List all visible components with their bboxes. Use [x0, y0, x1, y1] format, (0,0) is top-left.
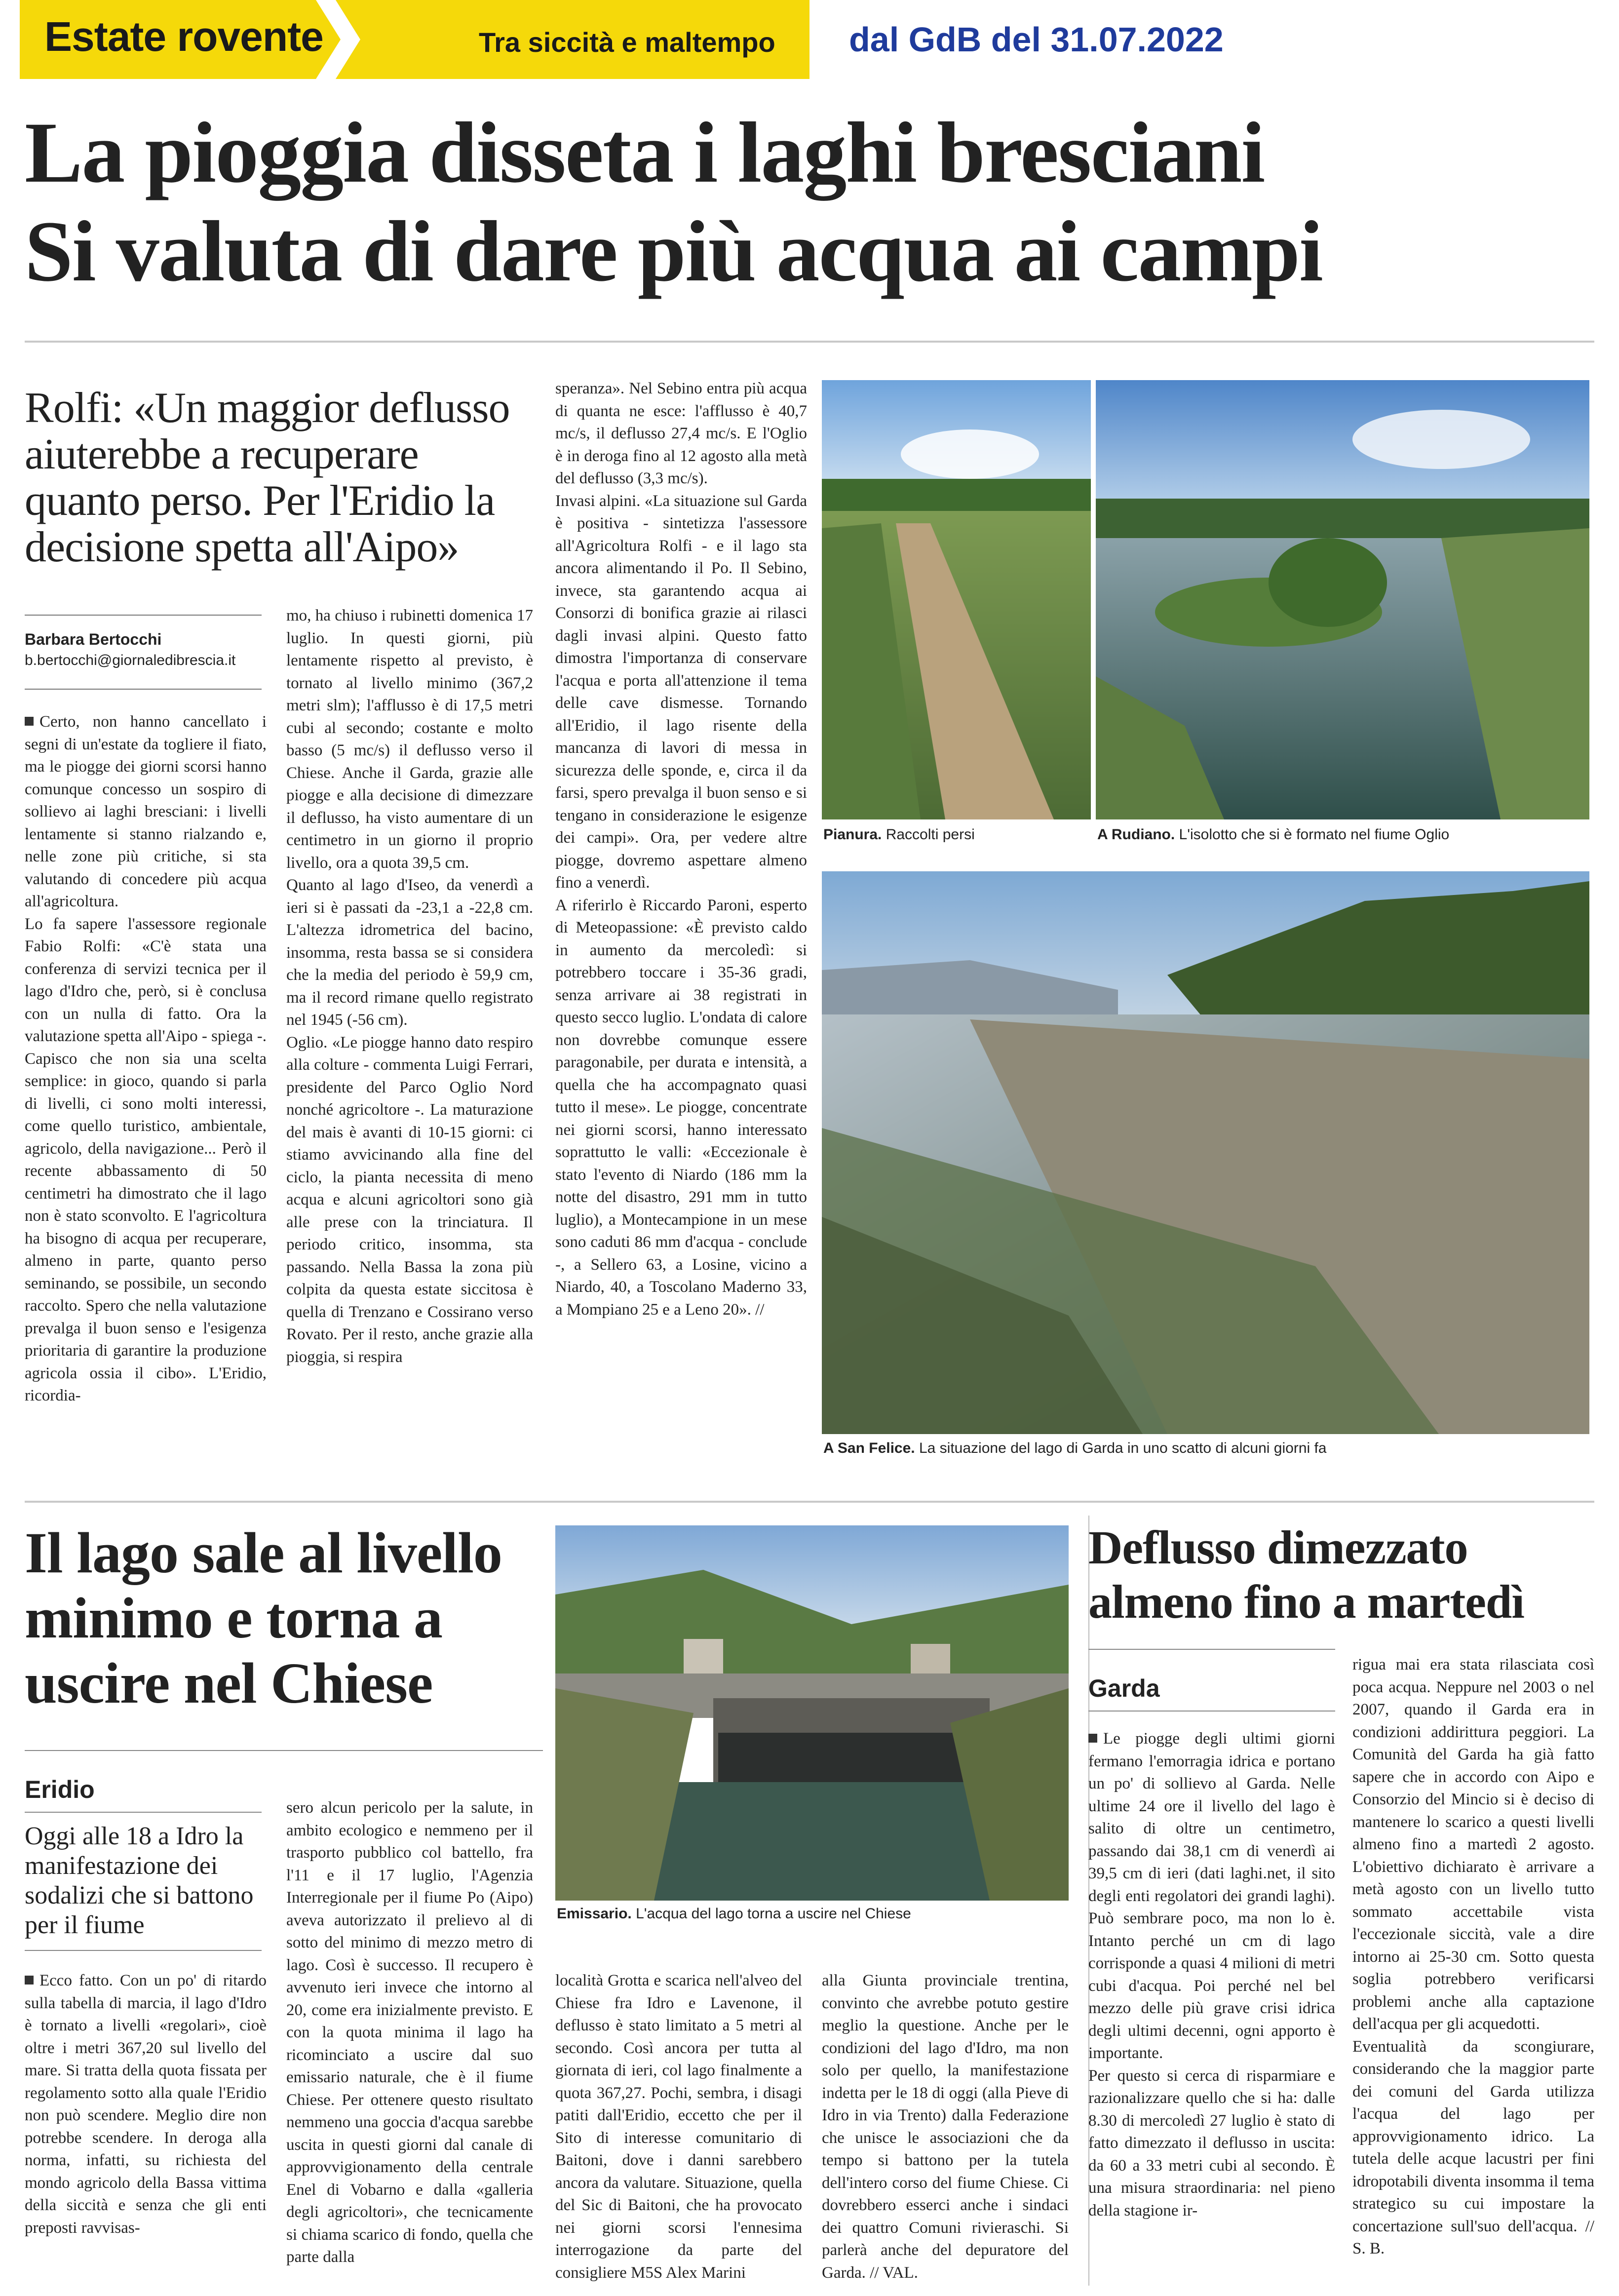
bullet-square-icon — [25, 1976, 34, 1985]
idro-kicker: Eridio — [25, 1776, 95, 1803]
caption-emissario: Emissario. L'acqua del lago torna a uscire nel Chiese — [557, 1906, 911, 1922]
main-headline — [25, 104, 1604, 301]
photo-san-felice — [822, 871, 1589, 1434]
author-name: Barbara Bertocchi — [25, 630, 162, 648]
idro-deck-rule-bottom — [25, 1950, 262, 1951]
idro-column-1: Ecco fatto. Con un po' di ritardo sulla tabella di marcia, il lago d'Idro è tornato a livelli «regolari», cioè oltre i metri 367,20 sul livello del mare. Si tratta della quota fissata per regolamento sotto alla quale l'Eridio non può scendere. Meglio dire non potrebbe scendere. In deroga alla norma, infatti, su richiesta del mondo agricolo della Bassa vittima della siccità e senza che gli enti preposti ravvisas- — [25, 1972, 267, 2237]
author-email: b.bertocchi@giornaledibrescia.it — [25, 652, 236, 668]
headline-rule — [25, 341, 1594, 343]
idro-column-4: alla Giunta provinciale trentina, convinto che avrebbe potuto gestire meglio la questione. Anche per le condizioni del lago d'Idro, ma non solo per quello, la manifestazione indetta per le 18 di oggi (alla Pieve di Idro in via Trento) dalla Federazione che unisce le associazioni che da tempo si battono per la tutela dell'intero corso del fiume Chiese. Ci dovrebbero esserci anche i sindaci dei quattro Comuni rivieraschi. Si parlerà anche del depuratore del Garda. // VAL. — [822, 1972, 1069, 2282]
subsection-tag: Tra siccità e maltempo — [479, 27, 775, 58]
headline-line-2: Si valuta di dare più acqua ai campi — [25, 203, 1322, 300]
byline-rule — [25, 615, 262, 616]
photo-pianura — [822, 380, 1091, 819]
bullet-square-icon — [1088, 1734, 1097, 1743]
garda-kicker-rule — [1088, 1649, 1335, 1650]
caption-pianura: Pianura. Raccolti persi — [823, 826, 975, 843]
article-subhead: Rolfi: «Un maggior deflusso aiuterebbe a recuperare quanto perso. Per l'Eridio la decisione spetta all'Aipo» — [25, 384, 510, 571]
caption-san-felice: A San Felice. La situazione del lago di Garda in uno scatto di alcuni giorni fa — [823, 1440, 1327, 1456]
garda-column-1: Le piogge degli ultimi giorni fermano l'emorragia idrica e portano un po' di sollievo al Garda. Nelle ultime 24 ore il livello del lago è salito di oltre un centimetro, passando dai 38,1 cm di venerdì ai 39,5 cm di ieri (dati laghi.net, il sito degli enti regolatori dei grandi laghi). Può sembrare poco, ma non lo è. Intanto perché un cm di lago corrisponde a quasi 4 milioni di metri cubi d'acqua. Poi perché nel bel mezzo delle più grave crisi idrica degli ultimi decenni, ogni apporto è importante. Per questo si cerca di risparmiare e razionalizzare quello che si ha: dalle 8.30 di mercoledì 27 luglio è stato di fatto dimezzato il deflusso in uscita: da 60 a 33 metri cubi al secondo. È una misura straordinaria: nel pieno della stagione ir- — [1088, 1730, 1335, 2219]
garda-headline: Deflusso dimezzato almeno fino a martedì — [1088, 1521, 1524, 1628]
garda-kicker-rule-bottom — [1088, 1711, 1335, 1712]
main-column-3: speranza». Nel Sebino entra più acqua di quanta ne esce: l'afflusso è 40,7 mc/s, il deflusso 27,4 mc/s. E l'Oglio è in deroga fino al 12 agosto alla metà del deflusso (3,3 mc/s). Invasi alpini. «La situazione sul Garda è positiva - sintetizza l'assessore all'Agricoltura Rolfi - e il lago sta ancora alimentando il Po. Il Sebino, invece, sta garantendo acqua ai Consorzi di bonifica grazie ai rilasci dagli invasi alpini. Questo fatto dimostra l'importanza di conservare l'acqua e porta all'attenzione il tema delle cave dismesse. Tornando all'Eridio, il lago risente della mancanza di lavori di messa in sicurezza delle sponde, e, circa il da farsi, spero prevalga il buon senso e si tengano in considerazione le esigenze dei campi». Ora, per vedere altre piogge, dovremo aspettare almeno fino a venerdì. A riferirlo è Riccardo Paroni, esperto di Meteopassione: «È previsto caldo in aumento da mercoledì: si potrebbero toccare i 35-36 gradi, senza arrivare ai 38 registrati in questo secco luglio. L'ondata di calore non dovrebbe comunque essere paragonabile, per durata e intensità, a quella che ha accompagnato quasi tutto il mese». Le piogge, concentrate nei giorni scorsi, hanno interessato soprattutto le valli: «Eccezionale è stato l'evento di Niardo (186 mm la notte del disastro, 291 mm in tutto luglio), a Montecampione in un mese sono caduti 86 mm d'acqua - conclude -, a Sellero 63, a Losine, vicino a Niardo, 40, a Toscolano Maderno 33, a Mompiano 25 e a Leno 20». // — [555, 380, 807, 1319]
idro-deck-rule — [25, 1812, 262, 1813]
photo-emissario — [555, 1525, 1069, 1901]
headline-line-1: La pioggia disseta i laghi bresciani — [25, 105, 1265, 201]
byline-rule-bottom — [25, 689, 262, 690]
bullet-square-icon — [25, 717, 34, 726]
idro-deck: Oggi alle 18 a Idro la manifestazione dei sodalizi che si battono per il fiume — [25, 1822, 254, 1939]
section-divider — [25, 1501, 1594, 1503]
source-note: dal GdB del 31.07.2022 — [849, 20, 1224, 59]
caption-rudiano: A Rudiano. L'isolotto che si è formato nel fiume Oglio — [1097, 826, 1450, 843]
idro-headline: Il lago sale al livello minimo e torna a uscire nel Chiese — [25, 1520, 502, 1715]
main-column-1: Certo, non hanno cancellato i segni di un'estate da togliere il fiato, ma le piogge dei giorni scorsi hanno comunque concesso un sospiro di sollievo ai laghi bresciani: i livelli lentamente si stanno rialzando e, nelle zone più critiche, si sta valutando di concedere più acqua all'agricoltura. Lo fa sapere l'assessore regionale Fabio Rolfi: «C'è stata una conferenza di servizi tecnica per il lago d'Idro che, però, si è conclusa con un nulla di fatto. Ora la valutazione spetta all'Aipo - spiega -. Capisco che non sia una scelta semplice: in gioco, quando si parla di livelli, ci sono molti interessi, come quello turistico, ambientale, agricolo, della navigazione... Però il recente abbassamento di 50 centimetri ha dimostrato che il lago non è stato sconvolto. E l'agricoltura ha bisogno di acqua per recuperare, almeno in parte, quanto perso seminando, se possibile, un secondo raccolto. Spero che nella valutazione prevalga il buon senso e l'esigenza prioritaria di garantire la produzione agricola ossia il cibo». L'Eridio, ricordia- — [25, 713, 267, 1404]
idro-column-2: sero alcun pericolo per la salute, in ambito ecologico e nemmeno per il trasporto pubblico col battello, fra l'11 e il 17 luglio, l'Agenzia Interregionale per il fiume Po (Aipo) aveva autorizzato il prelievo al di sotto del minimo di mezzo metro di lago. Così è successo. Il recupero è avvenuto ieri invece che intorno al 20, come era inizialmente previsto. E con la quota minima il lago ha ricominciato a uscire dal suo emissario naturale, che è il fiume Chiese. Per ottenere questo risultato nemmeno una goccia d'acqua sarebbe uscita in questi giorni dal canale di approvvigionamento della centrale Enel di Vobarno e dalla «galleria degli agricoltori», che tecnicamente si chiama scarico di fondo, quella che parte dalla — [286, 1799, 533, 2266]
idro-column-3: località Grotta e scarica nell'alveo del Chiese fra Idro e Lavenone, il deflusso è stato limitato a 5 metri al secondo. Così ancora per tutta al giornata di ieri, col lago finalmente a quota 367,27. Pochi, sembra, i disagi patiti dall'Eridio, eccetto che per il Sito di interesse comunitario di Baitoni, dove i danni sarebbero ancora da valutare. Situazione, quella del Sic di Baitoni, che ha provocato nei giorni scorsi l'ennesima interrogazione da parte del consigliere M5S Alex Marini — [555, 1972, 802, 2282]
idro-kicker-rule — [25, 1750, 543, 1751]
garda-column-2: rigua mai era stata rilasciata così poca acqua. Neppure nel 2003 o nel 2007, quando il Garda era in condizioni addirittura peggiori. La Comunità del Garda ha già fatto sapere che in accordo con Aipo e Consorzio del Mincio si è deciso di mantenere lo scarico a questi livelli almeno fino a martedì 2 agosto. L'obiettivo dichiarato è arrivare a metà agosto con un livello tutto sommato accettabile vista l'eccezionale siccità, vale a dire intorno ai 25-30 cm. Sotto questa soglia potrebbero verificarsi problemi anche alla captazione dell'acqua per gli acquedotti. Eventualità da scongiurare, considerando che la maggior parte dei comuni del Garda utilizza l'acqua del lago per approvvigionamento idrico. La tutela delle acque lacustri per fini idropotabili diventa insomma il tema strategico su cui impostare la concertazione sull'suo dell'acqua. // S. B. — [1352, 1656, 1594, 2257]
garda-kicker: Garda — [1088, 1674, 1160, 1702]
photo-rudiano — [1096, 380, 1589, 819]
section-tag: Estate rovente — [44, 13, 323, 60]
main-column-2: mo, ha chiuso i rubinetti domenica 17 luglio. In questi giorni, più lentamente rispetto al previsto, è tornato al livello minimo (367,2 metri slm); l'afflusso è di 17,5 metri cubi al secondo; costante e molto basso (5 mc/s) il deflusso verso il Chiese. Anche il Garda, grazie alle piogge e alla decisione di dimezzare il deflusso, ha visto aumentare di un centimetro in un giorno il proprio livello, ora a quota 39,5 cm. Quanto al lago d'Iseo, da venerdì a ieri si è passati da -23,1 a -22,8 cm. L'altezza idrometrica del bacino, insomma, resta bassa se si considera che la media del periodo è 59,9 cm, ma il record rimane quello registrato nel 1945 (-56 cm). Oglio. «Le piogge hanno dato respiro alla colture - commenta Luigi Ferrari, presidente del Parco Oglio Nord nonché agricoltore -. La maturazione del mais è avanti di 10-15 giorni: ci stiamo avvicinando alla fine del ciclo, la pianta necessita di meno acqua e alcuni agricoltori sono già alle prese con la trinciatura. Il periodo critico, insomma, sta passando. Nella Bassa la zona più colpita da questa estate siccitosa è quella di Trenzano e Cossirano verso Rovato. Per il resto, anche grazie alla pioggia, si respira — [286, 607, 533, 1366]
